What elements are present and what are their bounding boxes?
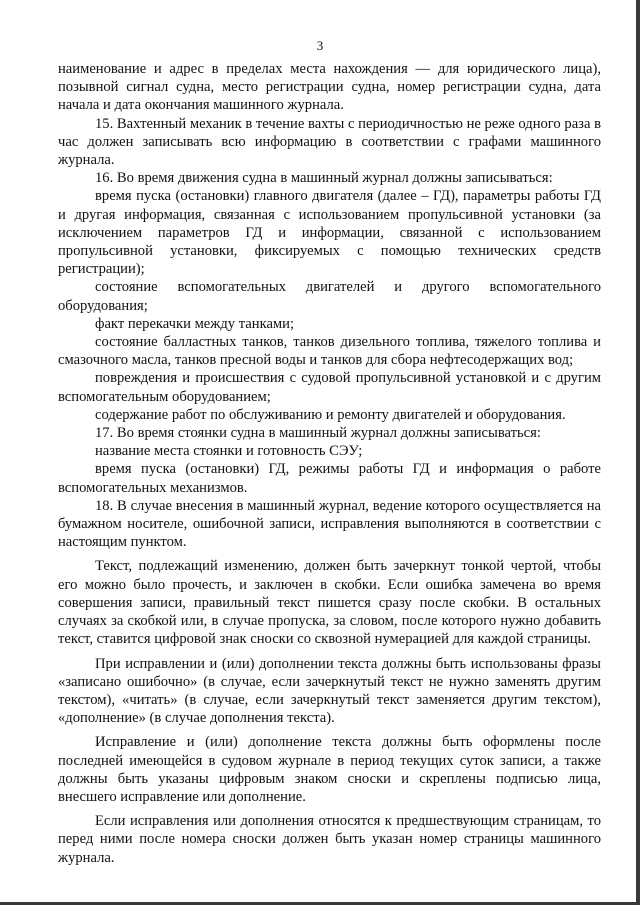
paragraph: При исправлении и (или) дополнении текста должны быть использованы фразы «записано ошибочно» (в случае, если зачеркнутый текст не нужно заменять другим текстом), «читать» (в случае, если зачеркнутый текст заменяется другим текстом), «дополнение» (в случае дополнения текста). xyxy=(58,655,601,727)
paragraph: состояние балластных танков, танков дизельного топлива, тяжелого топлива и смазочного масла, танков пресной воды и танков для сбора нефтесодержащих вод; xyxy=(58,334,601,369)
paragraph: содержание работ по обслуживанию и ремонту двигателей и оборудования. xyxy=(95,406,566,423)
paragraph: время пуска (остановки) главного двигателя (далее – ГД), параметры работы ГД и другая информация, связанная с использованием пропульсивной установки (за исключением параметров ГД и информации, связанной с использованием пропульсивной установки, фиксируемых с помощью технических средств регистрации); xyxy=(58,188,601,278)
paragraph: Если исправления или дополнения относятся к предшествующим страницам, то перед ними после номера сноски должен быть указан номер страницы машинного журнала. xyxy=(58,813,601,866)
paragraph: 17. Во время стоянки судна в машинный журнал должны записываться: xyxy=(95,425,541,442)
paragraph: время пуска (остановки) ГД, режимы работы ГД и информация о работе вспомогательных механизмов. xyxy=(58,461,601,496)
document-body xyxy=(58,60,601,867)
paragraph: факт перекачки между танками; xyxy=(95,315,295,332)
paragraph: Исправление и (или) дополнение текста должны быть оформлены после последней имеющейся в судовом журнале в период текущих суток записи, а также должны быть указаны цифровым знаком сноски и скреплены подписью лица, внесшего исправление или дополнение. xyxy=(58,734,601,805)
paragraph: 18. В случае внесения в машинный журнал, ведение которого осуществляется на бумажном носителе, ошибочной записи, исправления выполняются в соответствии с настоящим пунктом. xyxy=(58,497,601,551)
paragraph: наименование и адрес в пределах места нахождения — для юридического лица), позывной сигнал судна, место регистрации судна, номер регистрации судна, дата начала и дата окончания машинного журнала. xyxy=(58,61,601,114)
paragraph: Текст, подлежащий изменению, должен быть зачеркнут тонкой чертой, чтобы его можно было прочесть, и заключен в скобки. Если ошибка замечена во время совершения записи, правильный текст пишется сразу после скобки. В остальных случаях за скобкой или, в случае пропуска, за словом, после которого нужно добавить текст, ставится цифровой знак сноски со сквозной нумерацией для каждой страницы. xyxy=(58,558,601,648)
paragraph: повреждения и происшествия с судовой пропульсивной установкой и с другим вспомогательным оборудованием; xyxy=(58,370,601,405)
page-number: 3 xyxy=(316,38,324,53)
scan-edge-right xyxy=(636,0,640,905)
paragraph: 16. Во время движения судна в машинный журнал должны записываться: xyxy=(95,170,553,187)
paragraph: 15. Вахтенный механик в течение вахты с периодичностью не реже одного раза в час должен записывать всю информацию в соответствии с графами машинного журнала. xyxy=(58,115,601,169)
paragraph: состояние вспомогательных двигателей и другого вспомогательного оборудования; xyxy=(58,279,601,314)
paragraph: название места стоянки и готовность СЭУ; xyxy=(95,443,363,460)
